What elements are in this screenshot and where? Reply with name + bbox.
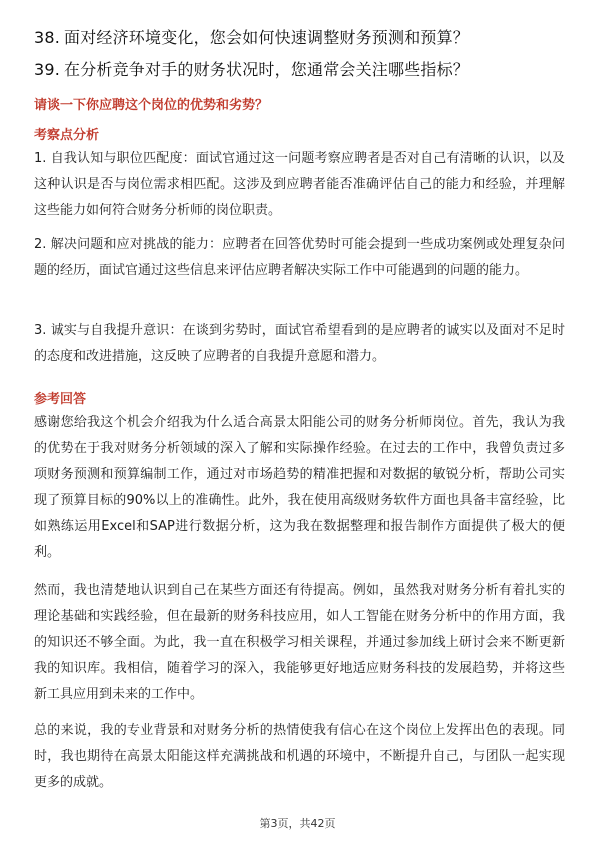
answer-paragraph-2: 然而，我也清楚地认识到自己在某些方面还有待提高。例如，虽然我对财务分析有着扎实的理论基础和实践经验，但在最新的财务科技应用，如人工智能在财务分析中的作用方面，我的知识还不够全面。为此，我一直在积极学习相关课程，并通过参加线上研讨会来不断更新我的知识库。我相信，随着学习的深入，我能够更好地适应财务科技的发展趋势，并将这些新工具应用到未来的工作中。 [34,583,565,702]
question-text: 面对经济环境变化，您会如何快速调整财务预测和预算？ [64,28,470,47]
analysis-point-2: 2. 解决问题和应对挑战的能力：应聘者在回答优势时可能会提到一些成功案例或处理复杂问题的经历，面试官通过这些信息来评估应聘者解决实际工作中可能遇到的问题的能力。 [34,237,565,278]
answer-heading: 参考回答 [34,392,87,407]
question-number: 38. [34,28,61,47]
main-question: 请谈一下你应聘这个岗位的优势和劣势？ [34,98,269,113]
question-38 [34,28,469,48]
question-text: 在分析竞争对手的财务状况时，您通常会关注哪些指标？ [64,60,470,79]
analysis-point-1: 1. 自我认知与职位匹配度：面试官通过这一问题考察应聘者是否对自己有清晰的认识，以及这种认识是否与岗位需求相匹配。这涉及到应聘者能否准确评估自己的能力和经验，并理解这些能力如何符合财务分析师的岗位职责。 [34,151,565,218]
question-number: 39. [34,60,61,79]
analysis-heading: 考察点分析 [34,128,100,143]
answer-paragraph-1: 感谢您给我这个机会介绍我为什么适合高景太阳能公司的财务分析师岗位。首先，我认为我的优势在于我对财务分析领域的深入了解和实际操作经验。在过去的工作中，我曾负责过多项财务预测和预算编制工作，通过对市场趋势的精准把握和对数据的敏锐分析，帮助公司实现了预算目标的90%以上的准确性。此外，我在使用高级财务软件方面也具备丰富经验，比如熟练运用Excel和SAP进行数据分析，这为我在数据整理和报告制作方面提供了极大的便利。 [34,415,565,560]
answer-paragraph-3: 总的来说，我的专业背景和对财务分析的热情使我有信心在这个岗位上发挥出色的表现。同时，我也期待在高景太阳能这样充满挑战和机遇的环境中，不断提升自己，与团队一起实现更多的成就。 [34,723,565,790]
question-39 [34,60,469,80]
page-footer: 第3页，共42页 [259,817,336,830]
analysis-point-3: 3. 诚实与自我提升意识：在谈到劣势时，面试官希望看到的是应聘者的诚实以及面对不足时的态度和改进措施，这反映了应聘者的自我提升意愿和潜力。 [34,323,565,364]
